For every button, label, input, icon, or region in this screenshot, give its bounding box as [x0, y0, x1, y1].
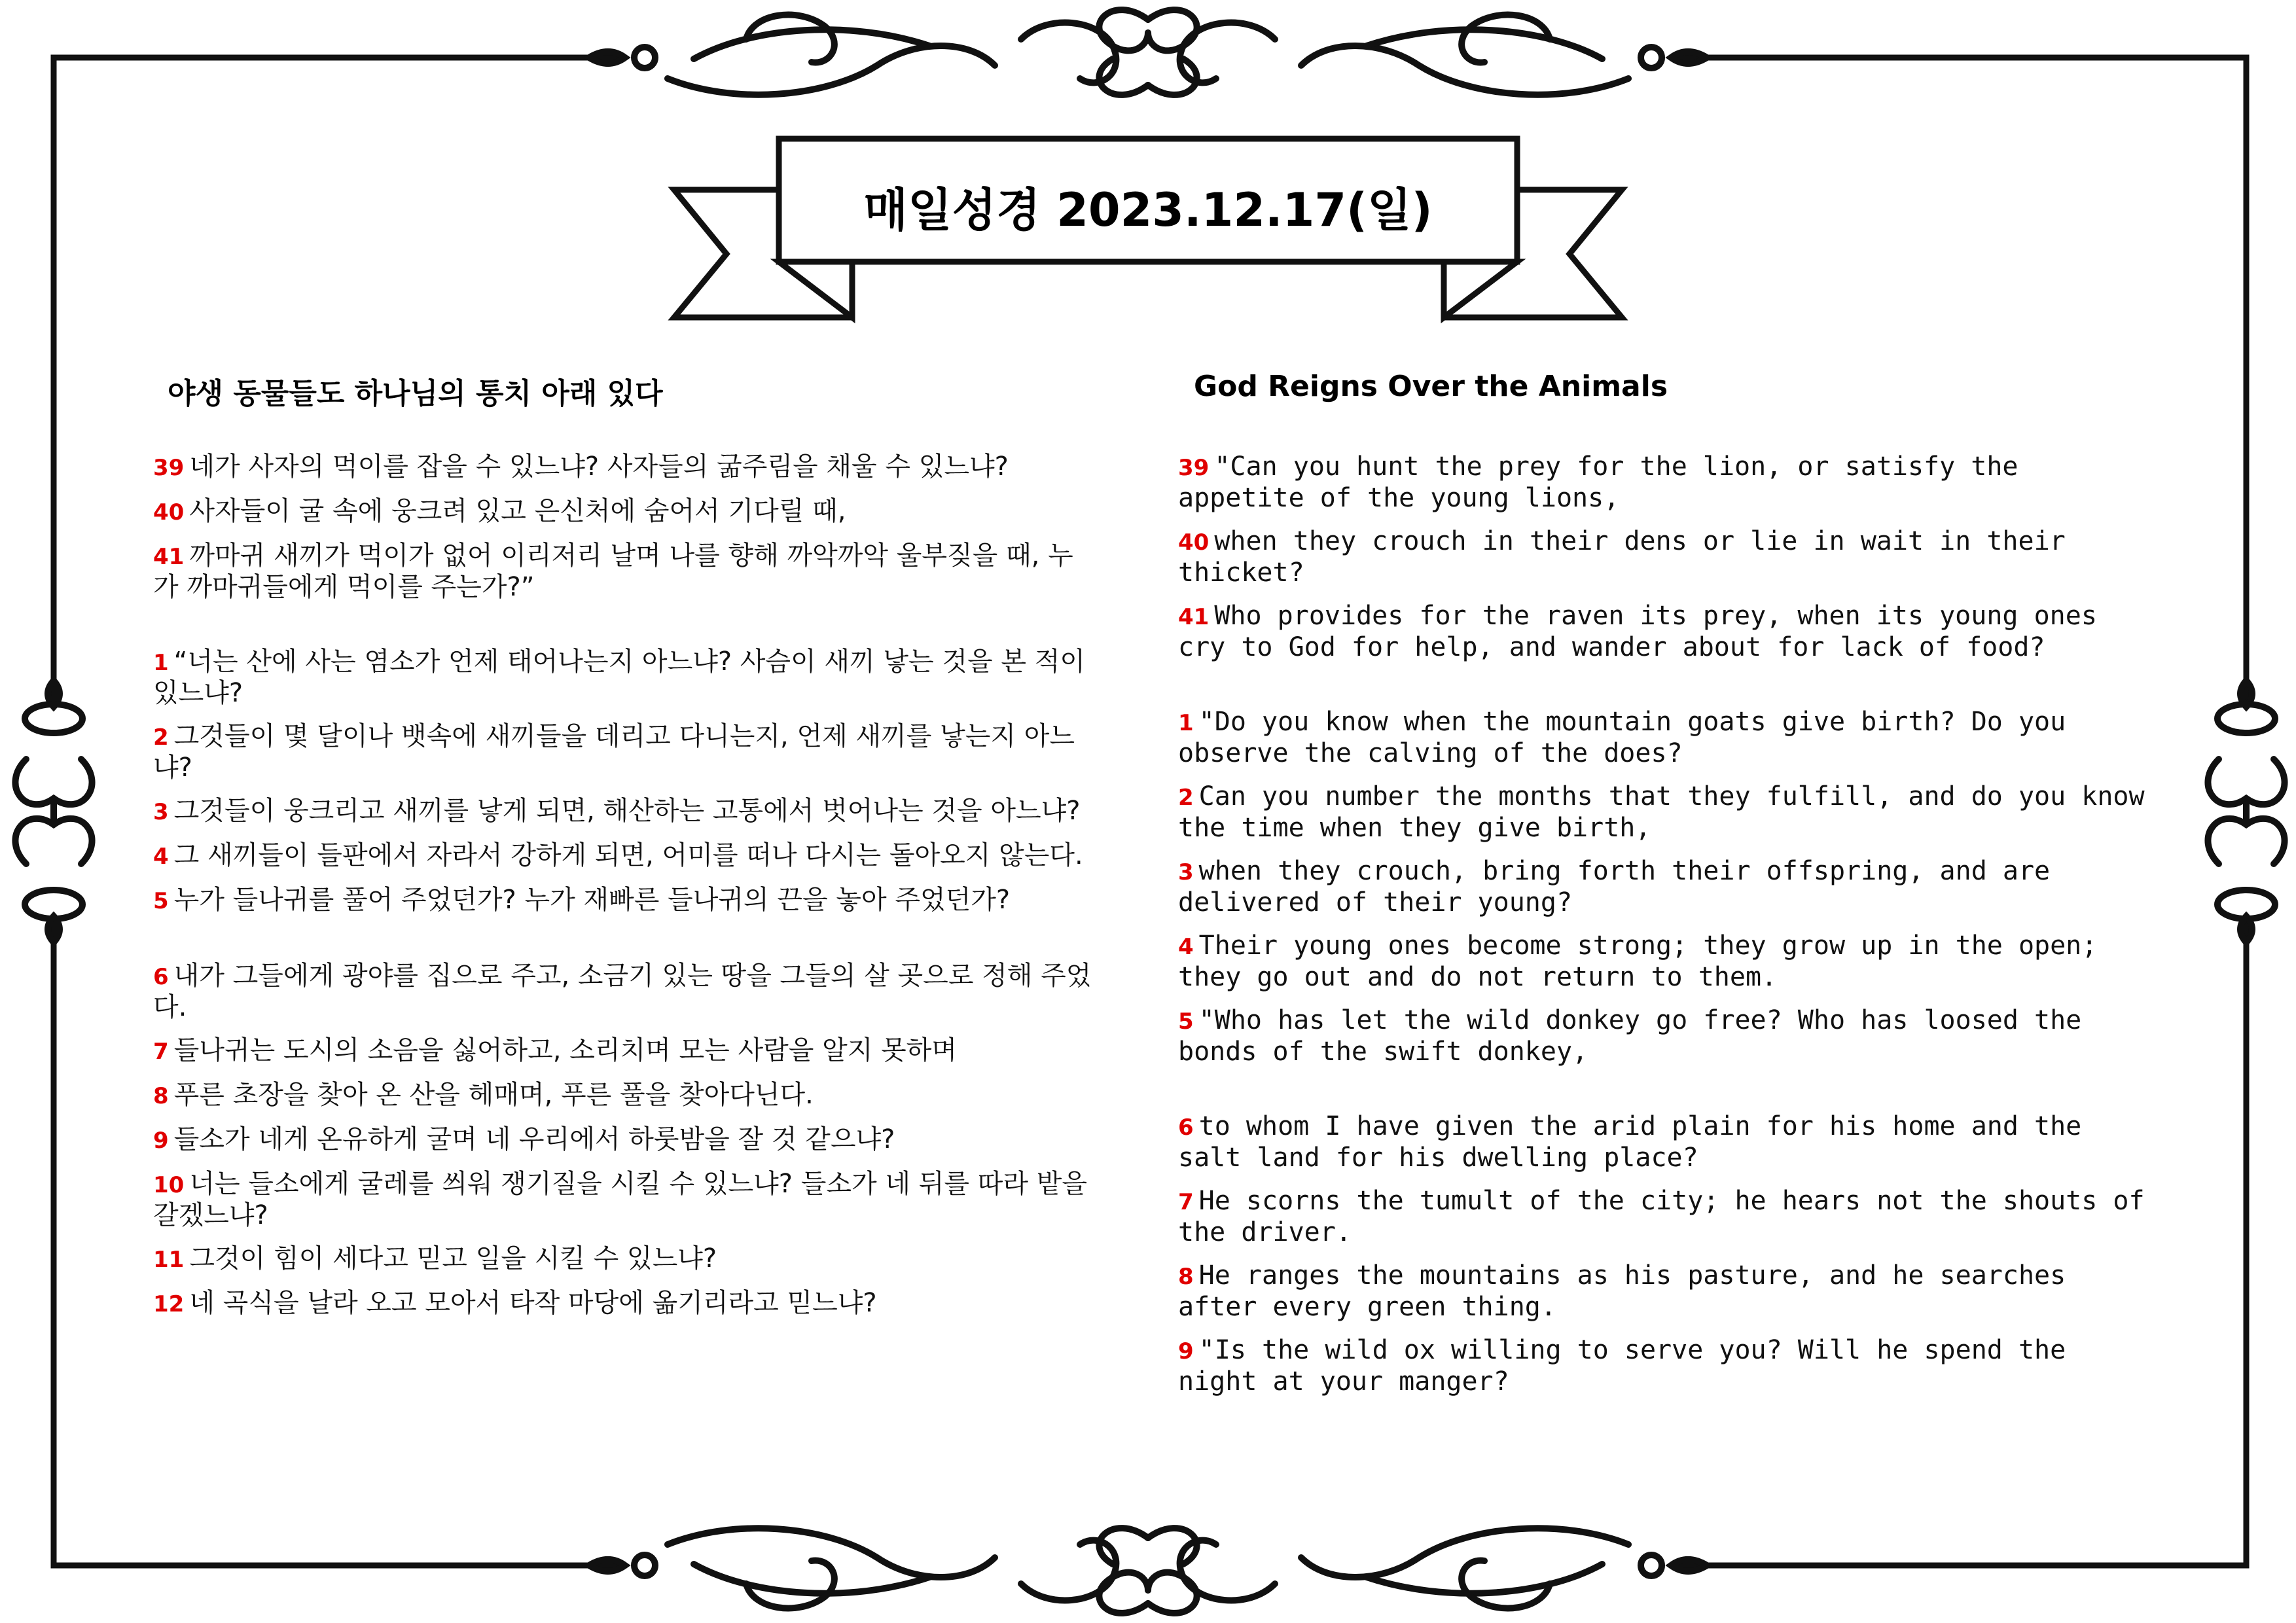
verse-text: 그것이 힘이 세다고 믿고 일을 시킬 수 있느냐? — [189, 1243, 717, 1274]
verse-text: 네가 사자의 먹이를 잡을 수 있느냐? 사자들의 굶주림을 채울 수 있느냐? — [189, 452, 1009, 482]
verse-number: 7 — [153, 1039, 169, 1065]
verse-text: 푸른 초장을 찾아 온 산을 헤매며, 푸른 풀을 찾아다닌다. — [173, 1080, 814, 1110]
verse-text: "Who has let the wild donkey go free? Who has loosed the bonds of the swift donkey, — [1178, 1005, 2082, 1067]
english-verse — [1178, 856, 2147, 918]
verse-number: 39 — [1178, 455, 1210, 481]
verse-number: 4 — [1178, 934, 1194, 960]
verse-text: 들나귀는 도시의 소음을 싫어하고, 소리치며 모는 사람을 알지 못하며 — [173, 1035, 958, 1065]
english-verse — [1178, 1005, 2147, 1067]
verse-number: 5 — [1178, 1008, 1194, 1035]
verse-text: to whom I have given the arid plain for his home and the salt land for his dwelling place? — [1178, 1111, 2082, 1173]
verse-number: 11 — [153, 1247, 185, 1273]
right-scroll-ornament-icon — [2208, 681, 2284, 942]
english-verse — [1178, 1186, 2147, 1247]
verse-number: 2 — [1178, 785, 1194, 811]
korean-verse — [153, 1080, 1096, 1111]
korean-verse — [153, 840, 1096, 872]
english-verse — [1178, 452, 2147, 513]
korean-verse — [153, 796, 1096, 827]
verse-number: 40 — [1178, 529, 1210, 556]
verse-text: 그것들이 몇 달이나 뱃속에 새끼들을 데리고 다니는지, 언제 새끼를 낳는지 아느냐? — [153, 721, 1075, 783]
verse-number: 39 — [153, 455, 185, 481]
verse-number: 41 — [153, 544, 185, 570]
korean-verse — [153, 721, 1096, 783]
korean-verse — [153, 541, 1096, 602]
verse-number: 3 — [153, 799, 169, 825]
verse-text: when they crouch in their dens or lie in wait in their thicket? — [1178, 526, 2066, 588]
english-verse — [1178, 601, 2147, 662]
verse-text: "Is the wild ox willing to serve you? Will he spend the night at your manger? — [1178, 1335, 2066, 1397]
verse-number: 10 — [153, 1172, 185, 1198]
page-title: 매일성경 2023.12.17(일) — [863, 183, 1433, 237]
korean-verse — [153, 647, 1096, 708]
korean-verse — [153, 1124, 1096, 1156]
korean-verse — [153, 1288, 1096, 1319]
verse-text: "Can you hunt the prey for the lion, or satisfy the appetite of the young lions, — [1178, 452, 2018, 513]
verse-number: 40 — [153, 499, 185, 526]
verse-text: when they crouch, bring forth their offspring, and are delivered of their young? — [1178, 856, 2051, 918]
english-verse — [1178, 931, 2147, 992]
verse-text: "Do you know when the mountain goats give birth? Do you observe the calving of the does? — [1178, 707, 2066, 768]
verse-text: Their young ones become strong; they grow up in the open; they go out and do not return to them. — [1178, 931, 2098, 992]
verse-number: 3 — [1178, 859, 1194, 885]
bottom-scroll-ornament-icon — [589, 1528, 1707, 1613]
korean-verse — [153, 452, 1096, 483]
verse-number: 6 — [153, 964, 169, 990]
verse-number: 9 — [153, 1128, 169, 1154]
korean-section-heading: 야생 동물들도 하나님의 통치 아래 있다 — [168, 377, 663, 410]
verse-text: 까마귀 새끼가 먹이가 없어 이리저리 날며 나를 향해 까악까악 울부짖을 때, 누가 까마귀들에게 먹이를 주는가?” — [153, 541, 1073, 602]
korean-verse — [153, 1169, 1096, 1230]
verse-text: He scorns the tumult of the city; he hears not the shouts of the driver. — [1178, 1186, 2145, 1247]
verse-text: Who provides for the raven its prey, when its young ones cry to God for help, and wander about for lack of food? — [1178, 601, 2097, 662]
english-verse — [1178, 1335, 2147, 1397]
korean-verse — [153, 1035, 1096, 1067]
verse-text: 너는 들소에게 굴레를 씌워 쟁기질을 시킬 수 있느냐? 들소가 네 뒤를 따라 밭을 갈겠느냐? — [153, 1169, 1087, 1230]
english-verse — [1178, 707, 2147, 768]
korean-verse — [153, 1243, 1096, 1275]
verse-text: 사자들이 굴 속에 웅크려 있고 은신처에 숨어서 기다릴 때, — [189, 496, 846, 526]
verse-number: 9 — [1178, 1338, 1194, 1364]
english-verse-list — [1178, 452, 2147, 1410]
english-verse — [1178, 526, 2147, 588]
verse-number: 2 — [153, 724, 169, 751]
top-scroll-ornament-icon — [589, 10, 1707, 95]
verse-text: 그 새끼들이 들판에서 자라서 강하게 되면, 어미를 떠나 다시는 돌아오지 않는다. — [173, 840, 1083, 870]
english-section-heading: God Reigns Over the Animals — [1194, 370, 1668, 403]
korean-verse — [153, 885, 1096, 916]
verse-text: 누가 들나귀를 풀어 주었던가? 누가 재빠른 들나귀의 끈을 놓아 주었던가? — [173, 885, 1011, 915]
verse-number: 7 — [1178, 1189, 1194, 1215]
verse-number: 8 — [1178, 1264, 1194, 1290]
korean-verse — [153, 496, 1096, 527]
verse-number: 6 — [1178, 1115, 1194, 1141]
verse-text: Can you number the months that they fulfill, and do you know the time when they give birth, — [1178, 781, 2145, 843]
english-verse — [1178, 1111, 2147, 1173]
verse-number: 5 — [153, 888, 169, 914]
verse-text: 들소가 네게 온유하게 굴며 네 우리에서 하룻밤을 잘 것 같으냐? — [173, 1124, 895, 1154]
english-verse — [1178, 1260, 2147, 1322]
korean-verse-list — [153, 452, 1096, 1332]
verse-text: “너는 산에 사는 염소가 언제 태어나는지 아느냐? 사슴이 새끼 낳는 것을 본 적이 있느냐? — [153, 647, 1086, 708]
left-scroll-ornament-icon — [15, 681, 92, 942]
verse-number: 4 — [153, 844, 169, 870]
english-verse — [1178, 781, 2147, 843]
verse-text: 네 곡식을 날라 오고 모아서 타작 마당에 옮기리라고 믿느냐? — [189, 1288, 877, 1318]
verse-number: 1 — [153, 650, 169, 676]
verse-number: 1 — [1178, 710, 1194, 736]
verse-number: 8 — [153, 1083, 169, 1109]
verse-text: 내가 그들에게 광야를 집으로 주고, 소금기 있는 땅을 그들의 살 곳으로 정해 주었다. — [153, 961, 1092, 1022]
verse-text: He ranges the mountains as his pasture, and he searches after every green thing. — [1178, 1260, 2066, 1322]
verse-number: 12 — [153, 1291, 185, 1317]
korean-verse — [153, 961, 1096, 1022]
verse-text: 그것들이 웅크리고 새끼를 낳게 되면, 해산하는 고통에서 벗어나는 것을 아느냐? — [173, 796, 1081, 826]
verse-number: 41 — [1178, 604, 1210, 630]
